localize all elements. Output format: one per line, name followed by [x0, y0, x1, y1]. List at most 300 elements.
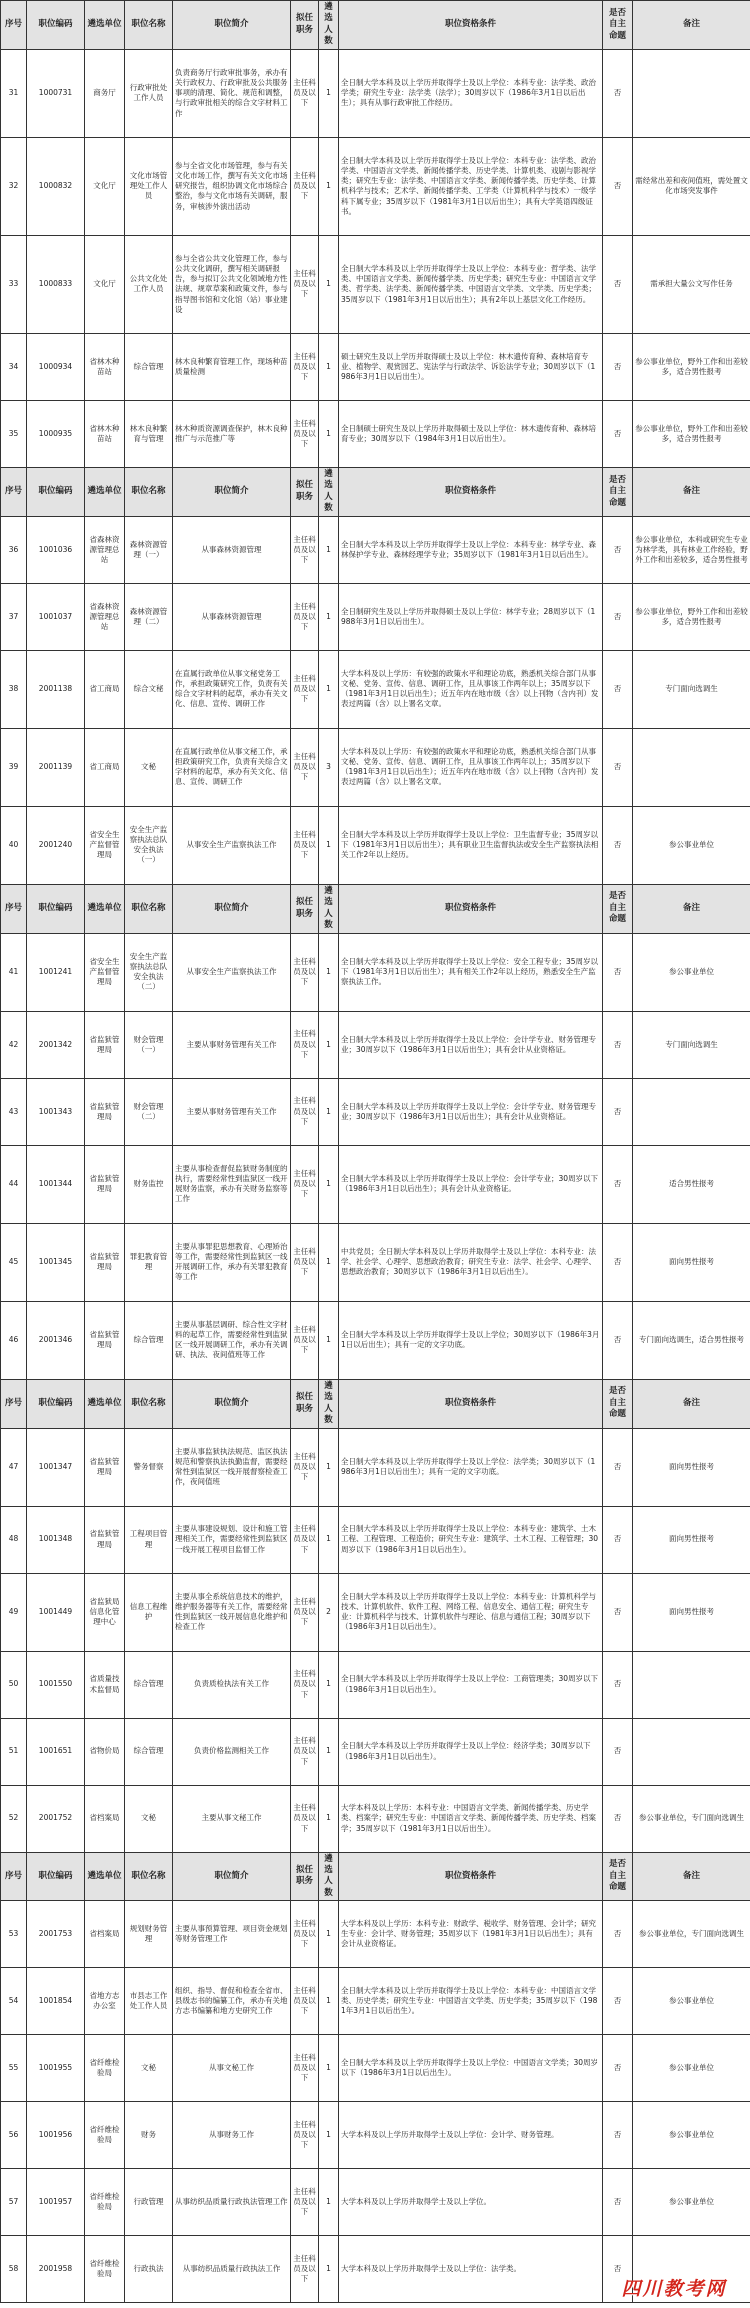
table-cell: 综合管理 — [125, 1651, 173, 1718]
table-cell: 1001036 — [27, 516, 85, 583]
table-cell: 面向男性报考 — [633, 1573, 750, 1651]
table-row — [1, 650, 750, 728]
column-header: 备注 — [633, 884, 750, 933]
table-cell: 55 — [1, 2035, 27, 2102]
column-header: 遴选人数 — [319, 1852, 339, 1901]
table-cell: 全日制大学本科及以上学历并取得学士及以上学位：经济学类；30周岁以下（1986年3月1日以后出生）。 — [339, 1718, 603, 1785]
table-cell: 参公事业单位 — [633, 806, 750, 884]
table-cell: 1000934 — [27, 333, 85, 400]
table-cell: 35 — [1, 400, 27, 467]
column-header: 职位简介 — [173, 1852, 291, 1901]
table-cell: 1 — [319, 1428, 339, 1506]
table-cell: 参公事业单位，专门面向选调生 — [633, 1785, 750, 1852]
table-cell: 1 — [319, 583, 339, 650]
table-row — [1, 1078, 750, 1145]
table-cell: 全日制大学本科及以上学历并取得学士及以上学位：本科专业：中国语言文学类、历史学类；研究生专业：中国语言文学类、历史学类；35周岁以下（1981年3月1日以后出生）。 — [339, 1968, 603, 2035]
table-cell: 主要从事罪犯思想教育、心理矫治等工作，需要经常性到监狱区一线开展调研工作，承办有关罪犯教育等工作 — [173, 1223, 291, 1301]
table-cell: 1 — [319, 2035, 339, 2102]
watermark-logo — [608, 2276, 740, 2302]
table-cell: 47 — [1, 1428, 27, 1506]
column-header: 序号 — [1, 467, 27, 516]
table-cell: 大学本科及以上学历并取得学士及以上学位：法学类。 — [339, 2236, 603, 2303]
table-cell: 专门面向选调生 — [633, 650, 750, 728]
column-header: 遴选人数 — [319, 1, 339, 50]
table-cell: 1001348 — [27, 1506, 85, 1573]
table-cell: 安全生产监察执法总队安全执法（二） — [125, 933, 173, 1011]
table-cell: 省纤维检验局 — [85, 2236, 125, 2303]
table-cell: 在直属行政单位从事文秘工作，承担政策研究工作，负责有关综合文字材料的起草，承办有关文化、信息、宣传、调研工作 — [173, 728, 291, 806]
table-cell: 从事财务工作 — [173, 2102, 291, 2169]
table-cell: 面向男性报考 — [633, 1428, 750, 1506]
table-cell: 54 — [1, 1968, 27, 2035]
column-header: 备注 — [633, 467, 750, 516]
table-cell: 行政执法 — [125, 2236, 173, 2303]
table-cell: 省森林资源管理总站 — [85, 516, 125, 583]
table-cell: 全日制大学本科及以上学历并取得学士及以上学位：本科专业：计算机科学与技术、计算机软件、软件工程、网络工程、信息安全、通信工程；研究生专业：计算机科学与技术、计算机软件与理论、信息与通信工程；30周岁以下（1986年3月1日以后出生）。 — [339, 1573, 603, 1651]
table-cell: 主任科员及以下 — [291, 235, 319, 333]
column-header: 备注 — [633, 1852, 750, 1901]
column-header: 职位名称 — [125, 1852, 173, 1901]
table-cell: 面向男性报考 — [633, 1223, 750, 1301]
table-cell: 主任科员及以下 — [291, 1506, 319, 1573]
column-header: 遴选单位 — [85, 1379, 125, 1428]
table-cell: 硕士研究生及以上学历并取得硕士及以上学位：林木遗传育种、森林培育专业、植物学、观赏园艺、宪法学与行政法学、诉讼法学专业；30周岁以下（1986年3月1日以后出生）。 — [339, 333, 603, 400]
table-cell: 省质量技术监督局 — [85, 1651, 125, 1718]
table-cell: 1 — [319, 1651, 339, 1718]
table-cell: 罪犯教育管理 — [125, 1223, 173, 1301]
table-cell: 主任科员及以下 — [291, 728, 319, 806]
table-cell: 主任科员及以下 — [291, 1223, 319, 1301]
table-cell: 主要从事财务管理有关工作 — [173, 1011, 291, 1078]
table-cell: 1001955 — [27, 2035, 85, 2102]
table-cell: 全日制大学本科及以上学历并取得学士及以上学位：本科专业：法学类、政治学类、中国语言文学类、新闻传播学类、历史学类、计算机类、戏剧与影视学类；研究生专业：法学类、中国语言文学类、新闻传播学类、历史学类、计算机科学与技术；艺术学、新闻传播学类、工学类（计算机科学与技术）一级学科下属专业；35周岁以下（1981年3月1日以后出生）；具有大学英语四级证书。 — [339, 137, 603, 235]
table-row — [1, 1223, 750, 1301]
table-row — [1, 137, 750, 235]
table-row — [1, 2169, 750, 2236]
table-cell: 全日制大学本科及以上学历并取得学士及以上学位：卫生监督专业；35周岁以下（1981年3月1日以后出生）；具有职业卫生监督执法或安全生产监察执法相关工作2年以上经历。 — [339, 806, 603, 884]
table-cell: 2001138 — [27, 650, 85, 728]
table-cell: 1 — [319, 806, 339, 884]
table-cell: 主任科员及以下 — [291, 1301, 319, 1379]
table-cell: 否 — [603, 2102, 633, 2169]
table-cell: 参公事业单位，专门面向选调生 — [633, 1901, 750, 1968]
table-header-row — [1, 1, 750, 50]
table-cell: 从事安全生产监察执法工作 — [173, 806, 291, 884]
table-cell: 全日制大学本科及以上学历并取得学士及以上学位：会计学专业、财务管理专业；30周岁以下（1986年3月1日以后出生）；具有会计从业资格证。 — [339, 1078, 603, 1145]
table-cell: 否 — [603, 1785, 633, 1852]
table-cell: 1 — [319, 333, 339, 400]
table-cell: 2001139 — [27, 728, 85, 806]
table-cell: 主任科员及以下 — [291, 1651, 319, 1718]
column-header: 遴选人数 — [319, 884, 339, 933]
table-cell: 主任科员及以下 — [291, 933, 319, 1011]
table-cell: 省物价局 — [85, 1718, 125, 1785]
table-cell: 主要从事全系统信息技术的维护，维护服务器等有关工作，需要经常性到监狱区一线开展信息化维护和检查工作 — [173, 1573, 291, 1651]
table-cell: 全日制硕士研究生及以上学历并取得硕士及以上学位：林木遗传育种、森林培育专业；30周岁以下（1984年3月1日以后出生）。 — [339, 400, 603, 467]
table-cell: 主要从事预算管理、项目资金规划等财务管理工作 — [173, 1901, 291, 1968]
table-header-row — [1, 1379, 750, 1428]
table-row — [1, 728, 750, 806]
column-header: 是否自主命题 — [603, 1379, 633, 1428]
table-cell: 1001854 — [27, 1968, 85, 2035]
table-cell: 42 — [1, 1011, 27, 1078]
column-header: 遴选单位 — [85, 1852, 125, 1901]
column-header: 备注 — [633, 1, 750, 50]
table-cell: 参与全省公共文化管理工作，参与公共文化调研，撰写相关调研报告，参与拟订公共文化领域地方性法规、规章草案和政策文件，参与指导图书馆和文化馆（站）事业建设 — [173, 235, 291, 333]
table-row — [1, 1718, 750, 1785]
table-cell: 1000832 — [27, 137, 85, 235]
table-cell: 1000935 — [27, 400, 85, 467]
table-cell: 省监狱管理局 — [85, 1011, 125, 1078]
column-header: 遴选人数 — [319, 1379, 339, 1428]
table-cell: 省监狱管理局 — [85, 1223, 125, 1301]
table-cell: 1 — [319, 137, 339, 235]
table-cell: 从事森林资源管理 — [173, 516, 291, 583]
table-cell: 41 — [1, 933, 27, 1011]
table-cell: 1001550 — [27, 1651, 85, 1718]
table-cell: 信息工程维护 — [125, 1573, 173, 1651]
table-cell: 省档案局 — [85, 1901, 125, 1968]
column-header: 序号 — [1, 884, 27, 933]
table-cell: 否 — [603, 728, 633, 806]
table-cell: 参公事业单位，野外工作和出差较多，适合男性报考 — [633, 583, 750, 650]
table-cell: 主任科员及以下 — [291, 1901, 319, 1968]
column-header: 职位编码 — [27, 884, 85, 933]
table-cell: 省工商局 — [85, 650, 125, 728]
table-cell: 主任科员及以下 — [291, 1785, 319, 1852]
table-cell: 财会管理（二） — [125, 1078, 173, 1145]
table-cell: 1001956 — [27, 2102, 85, 2169]
table-cell: 1 — [319, 400, 339, 467]
table-cell: 主任科员及以下 — [291, 1718, 319, 1785]
column-header: 备注 — [633, 1379, 750, 1428]
table-cell: 省档案局 — [85, 1785, 125, 1852]
column-header: 拟任职务 — [291, 467, 319, 516]
table-cell: 否 — [603, 1506, 633, 1573]
table-cell: 参公事业单位 — [633, 2035, 750, 2102]
table-cell: 否 — [603, 1223, 633, 1301]
table-cell: 从事纺织品质量行政执法工作 — [173, 2236, 291, 2303]
table-cell: 1 — [319, 1968, 339, 2035]
table-cell: 否 — [603, 137, 633, 235]
table-cell: 行政审批处工作人员 — [125, 49, 173, 137]
table-cell: 参公事业单位，野外工作和出差较多，适合男性报考 — [633, 333, 750, 400]
table-cell: 全日制大学本科及以上学历并取得学士及以上学位：会计学专业；30周岁以下（1986年3月1日以后出生）；具有会计从业资格证。 — [339, 1145, 603, 1223]
table-cell: 1 — [319, 235, 339, 333]
column-header: 拟任职务 — [291, 1, 319, 50]
table-cell: 50 — [1, 1651, 27, 1718]
table-cell: 主任科员及以下 — [291, 806, 319, 884]
table-row — [1, 1011, 750, 1078]
table-cell: 2001753 — [27, 1901, 85, 1968]
table-row — [1, 1651, 750, 1718]
table-cell: 主要从事监狱执法规范、监区执法规范和警察执法执勤监督，需要经常性到监狱区一线开展督察检查工作，夜间值班 — [173, 1428, 291, 1506]
table-cell: 需经常出差和夜间值班，需处置文化市场突发事件 — [633, 137, 750, 235]
table-cell: 省林木种苗站 — [85, 400, 125, 467]
table-cell: 省安全生产监督管理局 — [85, 806, 125, 884]
table-cell: 中共党员；全日制大学本科及以上学历并取得学士及以上学位：本科专业：法学、社会学、心理学、思想政治教育；研究生专业：法学、社会学、心理学、思想政治教育；30周岁以下（1986年3月1日以后出生）。 — [339, 1223, 603, 1301]
table-cell: 1 — [319, 1718, 339, 1785]
table-cell: 否 — [603, 1078, 633, 1145]
table-cell: 主要从事基层调研、综合性文字材料的起草工作，需要经常性到监狱区一线开展调研工作，承办有关调研、执法、夜间值班等工作 — [173, 1301, 291, 1379]
column-header: 职位资格条件 — [339, 1852, 603, 1901]
table-cell: 主任科员及以下 — [291, 2035, 319, 2102]
table-cell: 大学本科及以上学历：有较强的政策水平和理论功底，熟悉机关综合部门从事文秘、党务、宣传、信息、调研工作，且从事该工作两年以上；35周岁以下（1981年3月1日以后出生）；近五年内在地市级（含）以上刊物（含内刊）发表过两篇（含）以上署名文章。 — [339, 650, 603, 728]
table-cell: 否 — [603, 1901, 633, 1968]
table-cell: 2001958 — [27, 2236, 85, 2303]
table-cell: 否 — [603, 1011, 633, 1078]
table-cell: 1001344 — [27, 1145, 85, 1223]
table-row — [1, 49, 750, 137]
table-cell: 文秘 — [125, 728, 173, 806]
table-cell: 否 — [603, 333, 633, 400]
table-cell: 否 — [603, 1145, 633, 1223]
table-cell: 省监狱管理局 — [85, 1428, 125, 1506]
table-cell — [633, 728, 750, 806]
table-cell: 省纤维检验局 — [85, 2102, 125, 2169]
table-header-row — [1, 884, 750, 933]
table-cell: 1000833 — [27, 235, 85, 333]
table-row — [1, 806, 750, 884]
table-cell: 否 — [603, 235, 633, 333]
table-cell: 规划财务管理 — [125, 1901, 173, 1968]
table-row — [1, 1573, 750, 1651]
table-cell: 否 — [603, 49, 633, 137]
table-cell: 全日制大学本科及以上学历并取得学士及以上学位：安全工程专业；35周岁以下（1981年3月1日以后出生）；具有相关工作2年以上经历，熟悉安全生产监察执法工作。 — [339, 933, 603, 1011]
table-cell: 全日制研究生及以上学历并取得硕士及以上学位：林学专业；28周岁以下（1988年3月1日以后出生）。 — [339, 583, 603, 650]
table-cell: 全日制大学本科及以上学历并取得学士及以上学位；30周岁以下（1986年3月1日以后出生）；具有一定的文字功底。 — [339, 1301, 603, 1379]
column-header: 职位资格条件 — [339, 1, 603, 50]
table-cell: 48 — [1, 1506, 27, 1573]
table-cell: 1 — [319, 650, 339, 728]
table-row — [1, 933, 750, 1011]
table-cell: 省安全生产监督管理局 — [85, 933, 125, 1011]
table-cell: 市县志工作处工作人员 — [125, 1968, 173, 2035]
table-cell: 2001240 — [27, 806, 85, 884]
column-header: 遴选单位 — [85, 467, 125, 516]
column-header: 职位简介 — [173, 1379, 291, 1428]
table-header-row — [1, 467, 750, 516]
table-cell: 综合管理 — [125, 333, 173, 400]
table-cell: 林木种质资源调查保护，林木良种推广与示范推广等 — [173, 400, 291, 467]
table-cell: 参公事业单位，本科或研究生专业为林学类，具有林业工作经验，野外工作和出差较多，适合男性报考 — [633, 516, 750, 583]
table-cell: 省监狱管理局 — [85, 1506, 125, 1573]
column-header: 是否自主命题 — [603, 884, 633, 933]
table-cell: 从事文秘工作 — [173, 2035, 291, 2102]
table-cell: 从事安全生产监察执法工作 — [173, 933, 291, 1011]
table-cell: 主任科员及以下 — [291, 1428, 319, 1506]
table-cell: 负责商务厅行政审批事务，承办有关行政权力、行政审批及公共服务事项的清理、简化、规范和调整，与行政审批相关的综合文字材料工作 — [173, 49, 291, 137]
table-cell: 主任科员及以下 — [291, 2169, 319, 2236]
table-cell: 全日制大学本科及以上学历并取得学士及以上学位：会计学专业、财务管理专业；30周岁以下（1986年3月1日以后出生）；具有会计从业资格证。 — [339, 1011, 603, 1078]
table-cell — [633, 1718, 750, 1785]
table-cell: 省地方志办公室 — [85, 1968, 125, 2035]
table-cell: 46 — [1, 1301, 27, 1379]
table-cell: 安全生产监察执法总队安全执法（一） — [125, 806, 173, 884]
table-cell: 主要从事文秘工作 — [173, 1785, 291, 1852]
table-cell: 专门面向选调生 — [633, 1011, 750, 1078]
table-cell: 文化市场管理处工作人员 — [125, 137, 173, 235]
table-cell: 主任科员及以下 — [291, 49, 319, 137]
table-cell: 58 — [1, 2236, 27, 2303]
table-row — [1, 2035, 750, 2102]
table-cell: 省纤维检验局 — [85, 2169, 125, 2236]
table-cell: 主任科员及以下 — [291, 333, 319, 400]
table-cell: 1 — [319, 1011, 339, 1078]
column-header: 职位名称 — [125, 1379, 173, 1428]
table-cell: 大学本科及以上学历：有较强的政策水平和理论功底，熟悉机关综合部门从事文秘、党务、宣传、信息、调研工作，且从事该工作两年以上；35周岁以下（1981年3月1日以后出生）；近五年内在地市级（含）以上刊物（含内刊）发表过两篇（含）以上署名文章。 — [339, 728, 603, 806]
table-cell: 在直属行政单位从事文秘党务工作，承担政策研究工作，负责有关综合文字材料的起草，承办有关文化、信息、宣传、调研工作 — [173, 650, 291, 728]
table-cell: 需承担大量公文写作任务 — [633, 235, 750, 333]
table-cell: 综合管理 — [125, 1718, 173, 1785]
table-cell: 警务督察 — [125, 1428, 173, 1506]
table-cell: 森林资源管理（二） — [125, 583, 173, 650]
table-cell: 1001345 — [27, 1223, 85, 1301]
table-cell: 林木良种繁育与管理 — [125, 400, 173, 467]
table-cell: 否 — [603, 2169, 633, 2236]
table-cell: 文秘 — [125, 1785, 173, 1852]
table-cell: 全日制大学本科及以上学历并取得学士及以上学位：本科专业：建筑学、土木工程、工程管理、工程造价；研究生专业：建筑学、土木工程、工程管理；30周岁以下（1986年3月1日以后出生）。 — [339, 1506, 603, 1573]
table-cell: 综合文秘 — [125, 650, 173, 728]
table-cell: 1 — [319, 1506, 339, 1573]
table-cell — [633, 49, 750, 137]
table-cell: 否 — [603, 1301, 633, 1379]
table-cell: 负责质检执法有关工作 — [173, 1651, 291, 1718]
table-cell: 主任科员及以下 — [291, 1078, 319, 1145]
table-cell: 主任科员及以下 — [291, 1968, 319, 2035]
table-cell: 参公事业单位 — [633, 933, 750, 1011]
table-cell: 全日制大学本科及以上学历并取得学士及以上学位：中国语言文学类；30周岁以下（1986年3月1日以后出生）。 — [339, 2035, 603, 2102]
column-header: 遴选人数 — [319, 467, 339, 516]
table-cell: 1 — [319, 2102, 339, 2169]
table-cell: 省监狱局信息化管理中心 — [85, 1573, 125, 1651]
table-cell: 参公事业单位 — [633, 2102, 750, 2169]
table-cell: 专门面向选调生，适合男性报考 — [633, 1301, 750, 1379]
table-cell: 52 — [1, 1785, 27, 1852]
table-header-row — [1, 1852, 750, 1901]
table-cell: 省监狱管理局 — [85, 1301, 125, 1379]
table-cell: 主任科员及以下 — [291, 516, 319, 583]
table-cell: 全日制大学本科及以上学历并取得学士及以上学位：法学类；30周岁以下（1986年3月1日以后出生）；具有一定的文字功底。 — [339, 1428, 603, 1506]
table-cell — [633, 1651, 750, 1718]
table-cell: 从事森林资源管理 — [173, 583, 291, 650]
table-cell: 否 — [603, 2035, 633, 2102]
table-cell: 否 — [603, 933, 633, 1011]
table-cell: 全日制大学本科及以上学历并取得学士及以上学位：本科专业：哲学类、法学类、中国语言文学类、新闻传播学类、历史学类；研究生专业：中国语言文学类、哲学类、法学类、新闻传播学类、中国语言文学类、文学类、历史学类；35周岁以下（1981年3月1日以后出生）；具有2年以上基层文化工作经历。 — [339, 235, 603, 333]
table-cell: 参与全省文化市场管理，参与有关文化市场工作，撰写有关文化市场研究报告，组织协调文化市场综合整治，参与文化市场有关调研，服务，审核涉外演出活动 — [173, 137, 291, 235]
column-header: 职位资格条件 — [339, 884, 603, 933]
column-header: 拟任职务 — [291, 1852, 319, 1901]
table-cell: 51 — [1, 1718, 27, 1785]
table-cell: 主任科员及以下 — [291, 650, 319, 728]
table-cell: 省森林资源管理总站 — [85, 583, 125, 650]
table-cell: 1001241 — [27, 933, 85, 1011]
table-cell: 33 — [1, 235, 27, 333]
table-cell: 1 — [319, 933, 339, 1011]
column-header: 职位名称 — [125, 884, 173, 933]
table-cell: 2001342 — [27, 1011, 85, 1078]
table-cell: 组织、指导、督促和检查全省市、县级志书的编纂工作，承办有关地方志书编纂和地方史研究工作 — [173, 1968, 291, 2035]
table-cell: 参公事业单位，野外工作和出差较多，适合男性报考 — [633, 400, 750, 467]
table-cell: 否 — [603, 400, 633, 467]
table-cell: 文秘 — [125, 2035, 173, 2102]
column-header: 职位编码 — [27, 1379, 85, 1428]
table-cell — [633, 1078, 750, 1145]
column-header: 职位名称 — [125, 467, 173, 516]
column-header: 职位编码 — [27, 1852, 85, 1901]
column-header: 序号 — [1, 1, 27, 50]
table-cell: 34 — [1, 333, 27, 400]
column-header: 拟任职务 — [291, 884, 319, 933]
column-header: 职位资格条件 — [339, 467, 603, 516]
column-header: 遴选单位 — [85, 1, 125, 50]
table-cell: 省监狱管理局 — [85, 1078, 125, 1145]
table-cell: 1 — [319, 1785, 339, 1852]
table-cell: 否 — [603, 1718, 633, 1785]
table-cell: 1001957 — [27, 2169, 85, 2236]
table-cell: 56 — [1, 2102, 27, 2169]
column-header: 职位名称 — [125, 1, 173, 50]
table-cell: 公共文化处工作人员 — [125, 235, 173, 333]
table-row — [1, 1901, 750, 1968]
table-cell: 3 — [319, 728, 339, 806]
table-row — [1, 2102, 750, 2169]
table-cell: 38 — [1, 650, 27, 728]
table-row — [1, 1301, 750, 1379]
table-cell: 1 — [319, 49, 339, 137]
table-cell: 财务 — [125, 2102, 173, 2169]
table-cell: 否 — [603, 2236, 633, 2303]
table-cell: 40 — [1, 806, 27, 884]
table-cell: 否 — [603, 806, 633, 884]
table-cell: 文化厅 — [85, 137, 125, 235]
table-cell: 参公事业单位 — [633, 2169, 750, 2236]
table-cell: 57 — [1, 2169, 27, 2236]
table-cell: 45 — [1, 1223, 27, 1301]
table-cell: 否 — [603, 1651, 633, 1718]
table-cell: 1 — [319, 1145, 339, 1223]
table-cell: 49 — [1, 1573, 27, 1651]
table-cell: 43 — [1, 1078, 27, 1145]
table-cell: 1001449 — [27, 1573, 85, 1651]
column-header: 职位编码 — [27, 1, 85, 50]
table-cell: 1001037 — [27, 583, 85, 650]
table-cell: 省工商局 — [85, 728, 125, 806]
column-header: 是否自主命题 — [603, 1, 633, 50]
column-header: 职位简介 — [173, 884, 291, 933]
table-cell: 否 — [603, 1968, 633, 2035]
column-header: 拟任职务 — [291, 1379, 319, 1428]
table-cell: 参公事业单位 — [633, 1968, 750, 2035]
table-cell: 综合管理 — [125, 1301, 173, 1379]
table-cell: 全日制大学本科及以上学历并取得学士及以上学位：本科专业：法学类、政治学类；研究生专业：法学类（法学）；30周岁以下（1986年3月1日以后出生）；具有从事行政审批工作经历。 — [339, 49, 603, 137]
table-cell: 主要从事检查督促监狱财务制度的执行，需要经常性到监狱区一线开展财务监察，承办有关财务监察等工作 — [173, 1145, 291, 1223]
table-row — [1, 1968, 750, 2035]
table-cell: 大学本科及以上学历并取得学士及以上学位：会计学、财务管理。 — [339, 2102, 603, 2169]
table-row — [1, 1145, 750, 1223]
table-cell: 林木良种繁育管理工作，现场种苗质量检测 — [173, 333, 291, 400]
column-header: 职位简介 — [173, 467, 291, 516]
table-cell: 1 — [319, 2169, 339, 2236]
table-cell: 1 — [319, 516, 339, 583]
table-row — [1, 583, 750, 650]
column-header: 序号 — [1, 1852, 27, 1901]
column-header: 是否自主命题 — [603, 1852, 633, 1901]
table-cell: 39 — [1, 728, 27, 806]
table-cell: 主任科员及以下 — [291, 400, 319, 467]
table-row — [1, 400, 750, 467]
table-cell: 面向男性报考 — [633, 1506, 750, 1573]
